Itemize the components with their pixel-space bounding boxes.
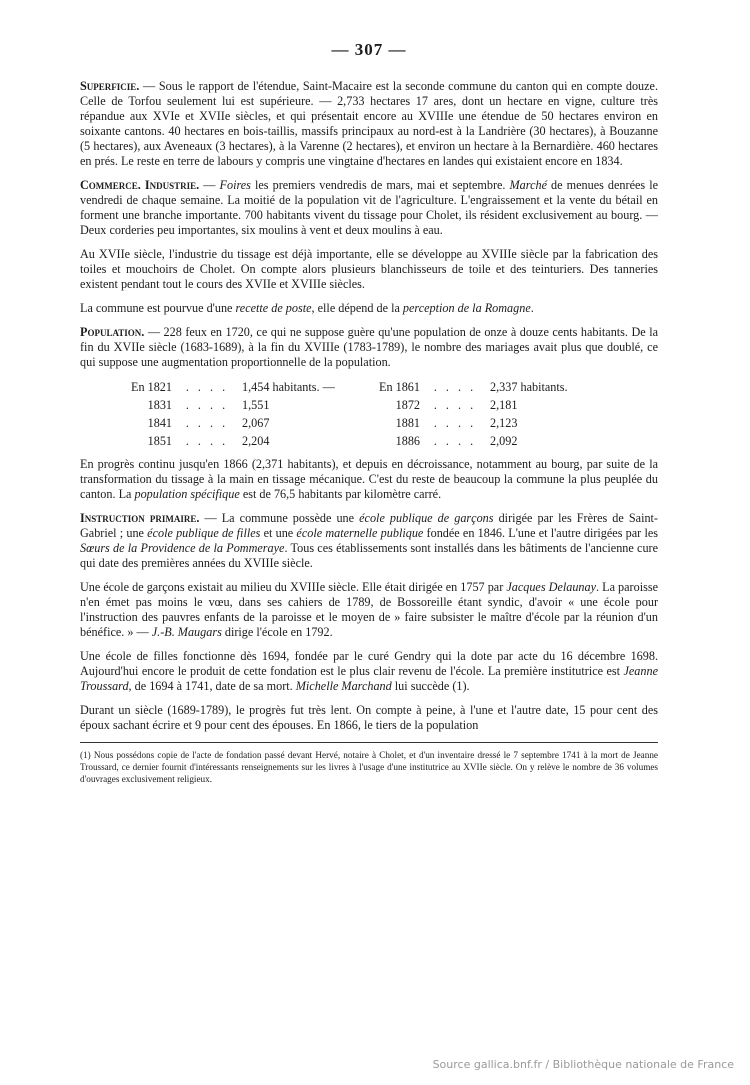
population-value: 1,551 [242,398,270,412]
population-trend-text-1: En progrès continu jusqu'en 1866 (2,371 habitants), et depuis en décroissance, notamment au bourg, par suite de la transformation du tissage à la main en tissage mécanique. C'est du reste de beaucoup la commune la plus peuplée du canton. La [80,457,658,501]
population-row [116,415,600,433]
footnote: (1) Nous possédons copie de l'acte de fondation passé devant Hervé, notaire à Cholet, et d'un inventaire dressé le 7 septembre 1741 à la mort de Jeanne Troussard, ce dernier fournit d'intéressants renseignements sur les livres à l'usage d'une institutrice au XVIIe siècle. On y relève le nombre de 36 volumes d'ouvrages exclusivement religieux. [80,750,658,784]
commerce-text-1: — [199,178,220,192]
instruction-italic-1: école publique de garçons [359,511,494,525]
population-value: 2,092 [490,434,518,448]
paragraph-durant: Durant un siècle (1689-1789), le progrès fut très lent. On compte à peine, à l'une et l'autre date, 15 pour cent des époux sachant écrire et 9 pour cent des épouses. En 1866, le tiers de la population [80,703,658,732]
instruction-italic-3: école maternelle publique [296,526,424,540]
ecole-garcons-italic-1: Jacques Delaunay [506,580,597,594]
paragraph-superficie [80,79,658,169]
footnote-divider [80,742,658,743]
ecole-filles-text-2: , de 1694 à 1741, date de sa mort. [128,679,296,693]
commerce-text-2: les premiers vendredis de mars, mai et septembre. [250,178,510,192]
paragraph-population [80,325,658,370]
instruction-text-3: et une [260,526,297,540]
population-row [116,379,600,397]
instruction-text-1: — La commune possède une [199,511,360,525]
poste-text-3: . [530,301,534,315]
leader-dots: . . . . [185,434,229,448]
population-year: 1841 [147,416,172,430]
population-trend-text-2: est de 76,5 habitants par kilomètre carré. [239,487,442,501]
population-text: — 228 feux en 1720, ce qui ne suppose guère qu'une population de onze à douze cents habitants. De la fin du XVIIe siècle (1683-1689), à la fin du XVIIIe (1783-1789), le nombre des mariages avait plus que doublé, ce qui suppose une augmentation proportionnelle de la population. [80,325,658,369]
instruction-italic-2: école publique de filles [147,526,261,540]
instruction-text-5: . Tous ces établissements sont installés dans les bâtiments de l'ancienne cure qui date des premières années du XVIIIe siècle. [80,541,659,570]
section-heading-population: Population. [80,325,145,339]
instruction-italic-4: Sœurs de la Providence de la Pommeraye [80,541,285,555]
ecole-filles-italic-1: Jeanne Troussard [80,664,658,693]
ecole-garcons-text-3: dirige l'école en 1792. [221,625,333,639]
population-value: 2,067 [242,416,270,430]
section-heading-commerce: Commerce. Industrie. [80,178,200,192]
superficie-text: — Sous le rapport de l'étendue, Saint-Macaire est la seconde commune du canton qui en compte douze. Celle de Torfou seulement lui est supérieure. — 2,733 hectares 17 ares, dont un hectare en vigne, culture très répandue aux XVIe et XVIIe siècles, et qui présentait encore au XVIIIe une étendue de 50 hectares environ en soixante cantons. 40 hectares en bois-taillis, massifs principaux au nord-est à la Landrière (30 hectares), à Bouzanne (5 hectares), aux Aveneaux (3 hectares), à la Varenne (2 hectares), et environ un hectare à la Bernardière. 460 hectares en prés. Le reste en terre de labours y compris une vingtaine d'hectares en landes qui existaient encore en 1834. [80,79,658,168]
population-row [116,433,600,451]
paragraph-population-trend [80,457,658,502]
ecole-garcons-text-2: . La paroisse n'en émet pas moins le vœu, dans ses cahiers de 1789, de Bossoreille étant syndic, d'avoir « une école pour l'instruction des pauvres enfants de la paroisse et le moyen de » faire subsister le maître d'école par la réunion d'un bénéfice. » — [80,580,658,639]
instruction-text-4: fondée en 1846. L'une et l'autre dirigées par les [423,526,658,540]
poste-text-2: , elle dépend de la [311,301,403,315]
population-value: 2,181 [490,398,518,412]
population-year: 1831 [147,398,172,412]
leader-dots: . . . . [185,416,229,430]
population-value: 1,454 habitants. — [242,380,335,394]
paragraph-commerce [80,178,658,238]
population-year: En 1861 [379,380,420,394]
commerce-italic-foires: Foires [219,178,251,192]
ecole-filles-text-1: Une école de filles fonctionne dès 1694, fondée par le curé Gendry qui la dote par acte du 16 décembre 1698. Aujourd'hui encore le produit de cette fondation est le plus clair revenu de l'école. La première institutrice est [80,649,658,678]
leader-dots: . . . . [185,398,229,412]
section-heading-instruction: Instruction primaire. [80,511,200,525]
paragraph-instruction [80,511,658,571]
leader-dots: . . . . [433,434,477,448]
population-value: 2,204 [242,434,270,448]
paragraph-ecole-garcons [80,580,658,640]
ecole-filles-text-3: lui succède (1). [391,679,470,693]
population-value: 2,337 habitants. [490,380,568,394]
population-year: 1886 [395,434,420,448]
population-year: 1851 [147,434,172,448]
leader-dots: . . . . [433,416,477,430]
instruction-text-2: dirigée par les Frères de Saint-Gabriel ; une [80,511,658,540]
population-row [116,397,600,415]
population-year: 1872 [395,398,420,412]
leader-dots: . . . . [433,398,477,412]
poste-text-1: La commune est pourvue d'une [80,301,236,315]
paragraph-ecole-filles [80,649,658,694]
population-value: 2,123 [490,416,518,430]
poste-italic-recette: recette de poste [235,301,312,315]
ecole-filles-italic-2: Michelle Marchand [295,679,392,693]
page-number: — 307 — [331,40,407,59]
population-year: 1881 [395,416,420,430]
source-credit: Source gallica.bnf.fr / Bibliothèque nationale de France [432,1058,734,1071]
paragraph-industrie: Au XVIIe siècle, l'industrie du tissage est déjà importante, elle se développe au XVIIIe siècle par la fabrication des toiles et mouchoirs de Cholet. On compte alors plusieurs blanchisseurs de toile et des teinturiers. Des tanneries existent pendant tout le cours des XVIIe et XVIIIe siècles. [80,247,658,291]
population-table [116,379,600,451]
commerce-italic-marche: Marché [509,178,547,192]
paragraph-poste [80,301,658,316]
ecole-garcons-italic-2: J.-B. Maugars [151,625,222,639]
document-page [80,42,658,785]
population-italic-specifique: population spécifique [134,487,240,501]
section-heading-superficie: Superficie. [80,79,140,93]
leader-dots: . . . . [433,380,477,394]
population-year: En 1821 [131,380,172,394]
poste-italic-perception: perception de la Romagne [402,301,531,315]
commerce-text-3: de menues denrées le vendredi de chaque semaine. La moitié de la population vit de l'agriculture. L'engraissement et la vente du bétail en forment une branche importante. 700 habitants vivent du tissage pour Cholet, ils résident exclusivement au bourg. — Deux corderies peu importantes, six moulins à vent et deux moulins à eau. [80,178,658,237]
leader-dots: . . . . [185,380,229,394]
ecole-garcons-text-1: Une école de garçons existait au milieu du XVIIIe siècle. Elle était dirigée en 1757 par [80,580,507,594]
